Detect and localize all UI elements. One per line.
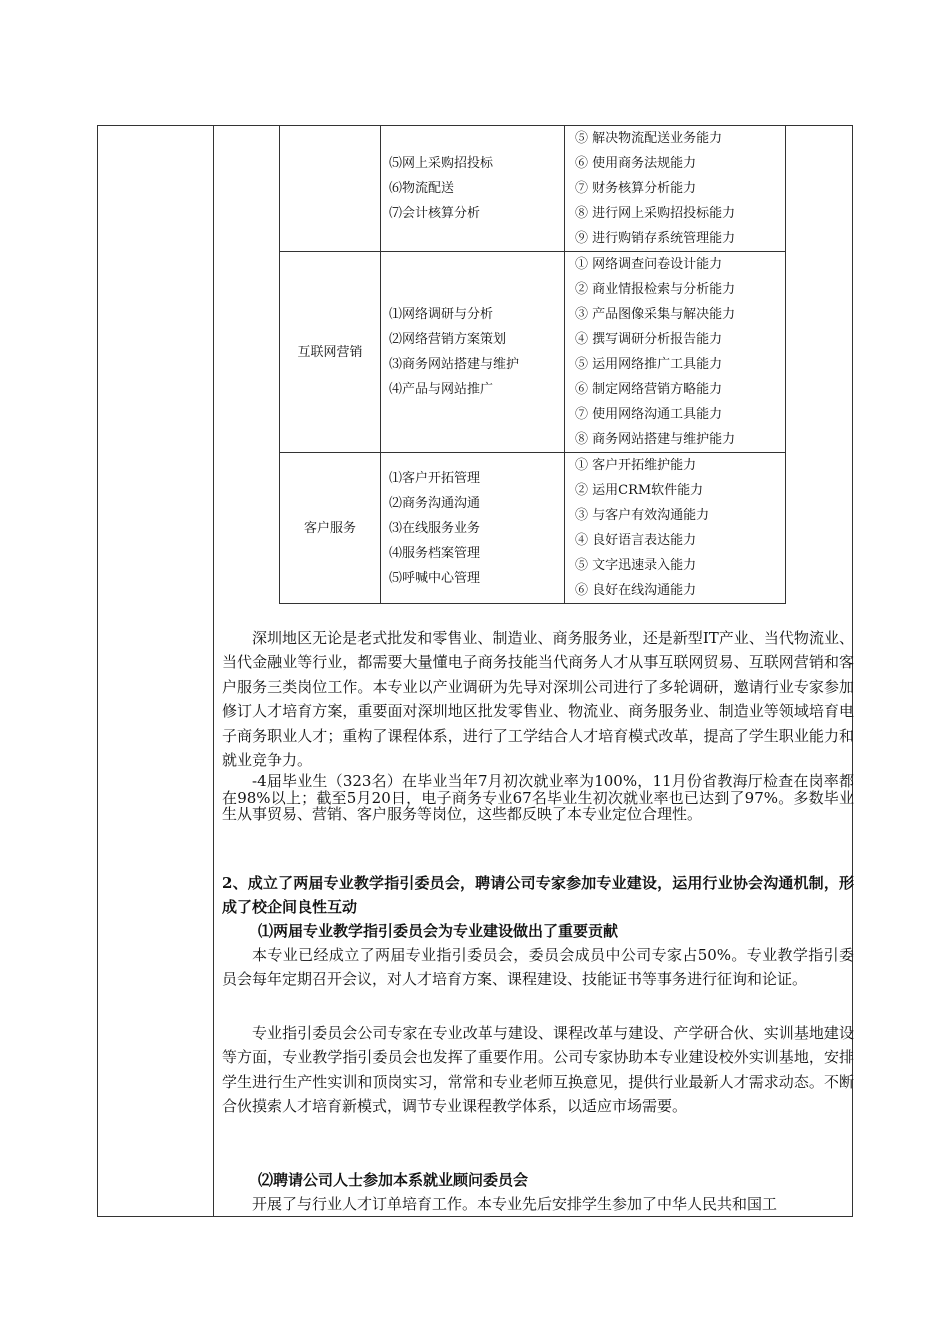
course-cell [381,453,565,604]
ability-item: ⑤ 解决物流配送业务能力 [575,131,723,146]
ability-cell [565,453,786,604]
category-cell: 客户服务 [280,453,381,604]
course-ability-table [279,125,786,604]
table-row [280,126,786,252]
outer-column-divider [213,126,214,1216]
course-item: ⑹物流配送 [389,181,455,196]
subheading-employment-committee: ⑵聘请公司人士参加本系就业顾问委员会 [258,1171,529,1189]
course-item: ⑺会计核算分析 [389,206,481,221]
ability-item: ⑧ 商务网站搭建与维护能力 [575,432,736,447]
course-item: ⑶商务网站搭建与维护 [389,357,520,372]
ability-item: ⑤ 文字迅速录入能力 [575,558,697,573]
table-row [280,453,786,604]
course-item: ⑴客户开拓管理 [389,470,481,486]
paragraph-committee-role: 专业指引委员会公司专家在专业改革与建设、课程改革与建设、产学研合伙、实训基地建设等方面，专业教学指引委员会也发挥了重要作用。公司专家协助本专业建设校外实训基地，安排学生进行生产性实训和顶岗实习，常常和专业老师互换意见，提供行业最新人才需求动态。不断合伙摸索人才培育新模式，调节专业课程教学体系，以适应市场需要。 [222,1024,854,1116]
category-cell: 互联网营销 [280,252,381,453]
course-item: ⑸呼喊中心管理 [389,570,481,586]
ability-item: ⑨ 进行购销存系统管理能力 [575,231,736,246]
ability-item: ③ 产品图像采集与解决能力 [575,307,736,322]
subheading-committee: ⑴两届专业教学指引委员会为专业建设做出了重要贡献 [258,922,619,940]
ability-item: ② 商业情报检索与分析能力 [575,282,736,297]
course-item: ⑵商务沟通沟通 [389,495,481,511]
course-item: ⑷产品与网站推广 [389,382,494,397]
paragraph-industry-demand: 深圳地区无论是老式批发和零售业、制造业、商务服务业，还是新型IT产业、当代物流业、当代金融业等行业，都需要大量懂电子商务技能当代商务人才从事互联网贸易、互联网营销和客户服务三类岗位工作。本专业以产业调研为先导对深圳公司进行了多轮调研，邀请行业专家参加修订人才培育方案，重要面对深圳地区批发零售业、物流业、商务服务业、制造业等领域培育电子商务职业人才；重构了课程体系，进行了工学结合人才培育模式改革，提高了学生职业能力和就业竞争力。 [222,629,854,770]
course-cell [381,252,565,453]
ability-item: ⑤ 运用网络推广工具能力 [575,357,723,372]
ability-item: ⑥ 良好在线沟通能力 [575,583,697,598]
table-row [280,252,786,453]
ability-item: ④ 撰写调研分析报告能力 [575,332,723,347]
paragraph-order-training: 开展了与行业人才订单培育工作。本专业先后安排学生参加了中华人民共和国工 [252,1195,778,1213]
ability-item: ① 网络调查问卷设计能力 [575,257,723,272]
paragraph-committee-intro: 本专业已经成立了两届专业指引委员会，委员会成员中公司专家占50%。专业教学指引委员会每年定期召开会议，对人才培育方案、课程建设、技能证书等事务进行征询和论证。 [222,946,854,989]
ability-cell [565,126,786,252]
course-item: ⑵网络营销方案策划 [389,332,507,347]
ability-item: ② 运用CRM软件能力 [575,483,704,498]
ability-item: ① 客户开拓维护能力 [575,458,697,473]
course-item: ⑸网上采购招投标 [389,156,494,171]
paragraph-employment-rate: -4届毕业生（323名）在毕业当年7月初次就业率为100%，11月份省教海厅检查在岗率都在98%以上；截至5月20日，电子商务专业67名毕业生初次就业率也已达到了97%。多数毕业生从事贸易、营销、客户服务等岗位，这些都反映了本专业定位合理性。 [222,772,854,823]
ability-item: ⑧ 进行网上采购招投标能力 [575,206,736,221]
ability-item: ③ 与客户有效沟通能力 [575,508,710,523]
ability-item: ⑥ 使用商务法规能力 [575,156,697,171]
section-heading-2: 2、成立了两届专业教学指引委员会，聘请公司专家参加专业建设，运用行业协会沟通机制，形成了校企间良性互动 [222,874,854,917]
ability-item: ⑦ 财务核算分析能力 [575,181,697,196]
ability-item: ⑥ 制定网络营销方略能力 [575,382,723,397]
course-cell [381,126,565,252]
ability-cell [565,252,786,453]
ability-item: ⑦ 使用网络沟通工具能力 [575,407,723,422]
category-cell [280,126,381,252]
ability-item: ④ 良好语言表达能力 [575,533,697,548]
course-item: ⑴网络调研与分析 [389,307,494,322]
course-item: ⑶在线服务业务 [389,520,481,536]
course-item: ⑷服务档案管理 [389,545,481,561]
